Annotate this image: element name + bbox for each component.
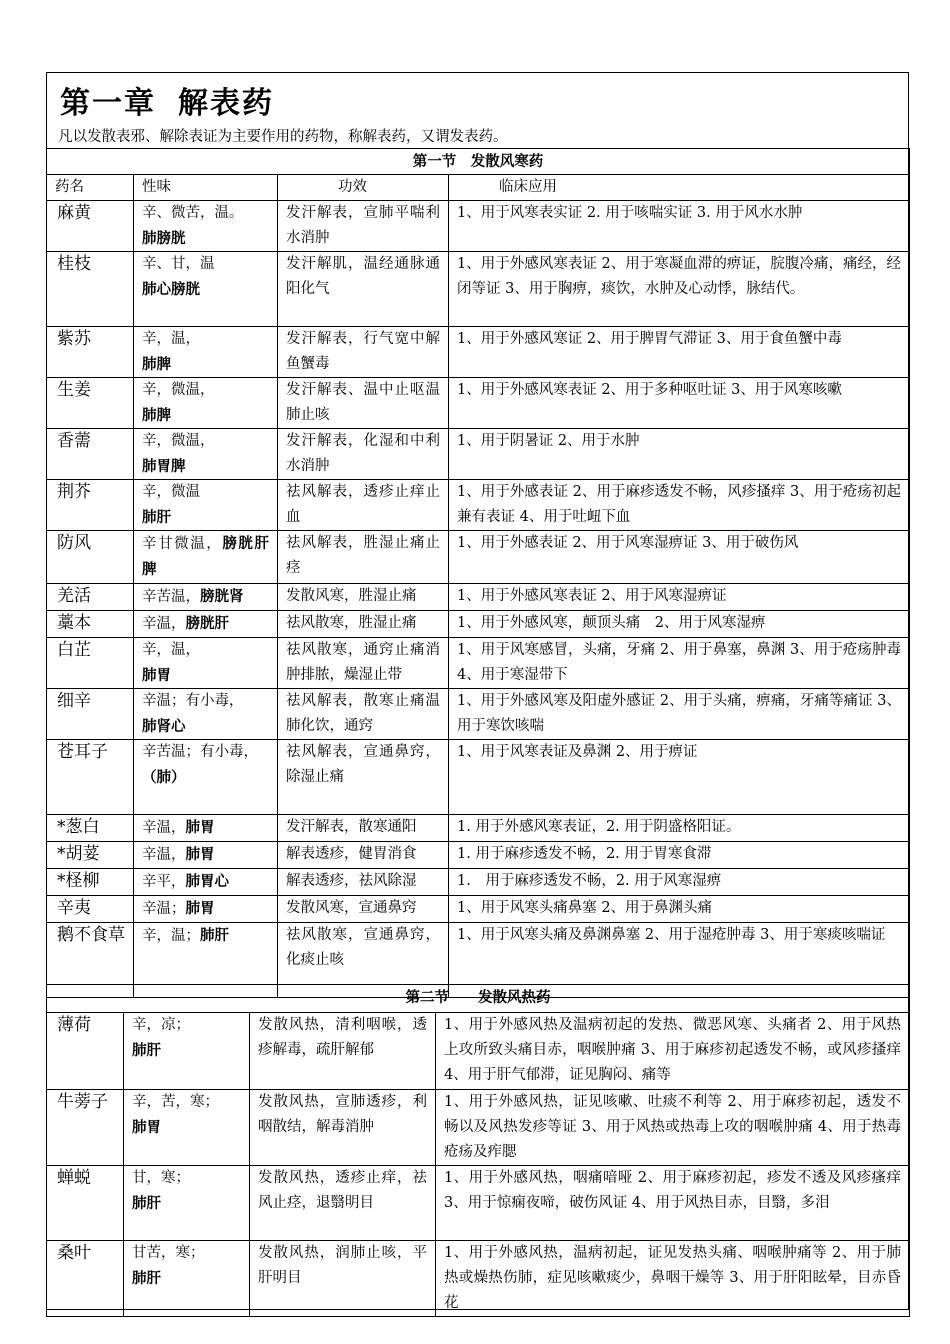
herb-effect: 发散风热，润肺止咳，平肝明目 xyxy=(250,1241,436,1317)
herb-name: 苍耳子 xyxy=(47,740,134,815)
herb-name: 桑叶 xyxy=(47,1241,124,1317)
herb-effect: 发汗解肌，温经通脉通阳化气 xyxy=(278,252,449,327)
section1-title: 第一节 发散风寒药 xyxy=(47,149,910,175)
herb-usage: 1、用于外感风热及温病初起的发热、微恶风寒、头痛者 2、用于风热上攻所致头痛目赤，咽喉肿痛 3、用于麻疹初起透发不畅，或风疹搔痒 4、用于肝气郁滞，证见胸闷、痛等 xyxy=(436,1013,910,1090)
nature-text: 辛，微温， xyxy=(142,382,215,398)
herb-effect: 祛风解表，宣通鼻窍，除湿止痛 xyxy=(278,740,449,815)
herb-effect: 发汗解表，化湿和中利水消肿 xyxy=(278,429,449,480)
herb-name: 辛夷 xyxy=(47,896,134,923)
chapter-intro: 凡以发散表邪、解除表证为主要作用的药物，称解表药，又谓发表药。 xyxy=(58,129,508,145)
herb-nature xyxy=(134,584,278,611)
herb-nature xyxy=(134,842,278,869)
herb-nature xyxy=(134,429,278,480)
herb-nature xyxy=(134,480,278,531)
table-row xyxy=(47,869,910,896)
meridian-text: 肺肝 xyxy=(132,1195,161,1212)
meridian-text: 肺胃 xyxy=(185,819,215,836)
meridian-text: 肺肝 xyxy=(132,1270,161,1287)
section1-table xyxy=(46,148,910,998)
meridian-text: 肺胃 xyxy=(132,1119,161,1136)
table-row xyxy=(47,531,910,584)
table-row xyxy=(47,611,910,638)
table-row xyxy=(47,252,910,327)
herb-name: 紫苏 xyxy=(47,327,134,378)
herb-usage: 1、用于外感风热，证见咳嗽、吐痰不利等 2、用于麻疹初起，透发不畅以及风热发疹等证 3、用于风热或热毒上攻的咽喉肿痛 4、用于热毒疮疡及痄腮 xyxy=(436,1090,910,1166)
nature-text: 辛苦温， xyxy=(142,589,200,605)
herb-nature xyxy=(134,327,278,378)
nature-text: 辛温， xyxy=(142,616,186,632)
herb-name: *葱白 xyxy=(47,815,134,842)
herb-name: 荆芥 xyxy=(47,480,134,531)
herb-name: 防风 xyxy=(47,531,134,584)
table-row xyxy=(47,1013,910,1090)
herb-effect: 发汗解表，行气宽中解鱼蟹毒 xyxy=(278,327,449,378)
table-row xyxy=(47,1166,910,1241)
herb-name: 鹅不食草 xyxy=(47,923,134,998)
meridian-text: 肺肾心 xyxy=(142,718,186,735)
herb-nature xyxy=(124,1241,250,1317)
section2-table xyxy=(46,984,910,1317)
herb-name: *柽柳 xyxy=(47,869,134,896)
herb-effect: 发散风热，宣肺透疹，利咽散结，解毒消肿 xyxy=(250,1090,436,1166)
nature-text: 辛温， xyxy=(142,820,186,836)
herb-effect: 发汗解表，散寒通阳 xyxy=(278,815,449,842)
herb-usage: 1、用于风寒表实证 2. 用于咳喘实证 3. 用于风水水肿 xyxy=(449,201,910,252)
herb-nature xyxy=(124,1013,250,1090)
herb-nature xyxy=(134,201,278,252)
herb-usage: 1、用于外感风寒，颠顶头痛 2、用于风寒湿痹 xyxy=(449,611,910,638)
nature-text: 辛苦温；有小毒， xyxy=(142,744,258,760)
table-row xyxy=(47,740,910,815)
herb-name: 藁本 xyxy=(47,611,134,638)
nature-text: 辛，温； xyxy=(142,928,200,944)
herb-effect: 祛风解表，散寒止痛温肺化饮，通窍 xyxy=(278,689,449,740)
table-row xyxy=(47,584,910,611)
herb-nature xyxy=(134,896,278,923)
herb-effect: 解表透疹，健胃消食 xyxy=(278,842,449,869)
header-name: 药名 xyxy=(47,175,134,201)
table-row xyxy=(47,689,910,740)
header-usage: 临床应用 xyxy=(449,175,910,201)
herb-effect: 祛风散寒，胜湿止痛 xyxy=(278,611,449,638)
meridian-text: 肺心膀胱 xyxy=(142,281,200,298)
table-row xyxy=(47,896,910,923)
meridian-text: 肺肝 xyxy=(132,1042,161,1059)
table-row xyxy=(47,842,910,869)
herb-effect: 祛风散寒，宣通鼻窍，化痰止咳 xyxy=(278,923,449,998)
meridian-text: 肺脾 xyxy=(142,407,171,424)
table-row xyxy=(47,201,910,252)
herb-effect: 发汗解表，宣肺平喘利水消肿 xyxy=(278,201,449,252)
herb-nature xyxy=(134,378,278,429)
herb-usage: 1、用于风寒感冒，头痛，牙痛 2、用于鼻塞，鼻渊 3、用于疮疡肿毒 4、用于寒湿带下 xyxy=(449,638,910,689)
herb-usage: 1、用于外感风寒表证 2、用于风寒湿痹证 xyxy=(449,584,910,611)
herb-nature xyxy=(134,869,278,896)
herb-nature xyxy=(134,740,278,815)
table-row xyxy=(47,327,910,378)
herb-nature xyxy=(134,611,278,638)
header-effect: 功效 xyxy=(278,175,449,201)
herb-usage: 1、用于外感风寒证 2、用于脾胃气滞证 3、用于食鱼蟹中毒 xyxy=(449,327,910,378)
nature-text: 甘，寒； xyxy=(132,1170,190,1186)
meridian-text: 肺胃脾 xyxy=(142,458,186,475)
nature-text: 甘苦，寒； xyxy=(132,1245,205,1261)
herb-name: 生姜 xyxy=(47,378,134,429)
nature-text: 辛温；有小毒， xyxy=(142,693,244,709)
herb-nature xyxy=(134,531,278,584)
herb-name: 麻黄 xyxy=(47,201,134,252)
herb-name: 香薷 xyxy=(47,429,134,480)
meridian-text: 膀胱肝脾 xyxy=(142,535,270,578)
herb-usage: 1. 用于外感风寒表证，2. 用于阴盛格阳证。 xyxy=(449,815,910,842)
meridian-text: 肺肝 xyxy=(142,509,171,526)
table-row xyxy=(47,1241,910,1317)
meridian-text: 肺脾 xyxy=(142,356,171,373)
table-row xyxy=(47,638,910,689)
meridian-text: （肺） xyxy=(142,769,186,786)
herb-effect: 祛风散寒，通窍止痛消肿排脓，燥湿止带 xyxy=(278,638,449,689)
herb-nature xyxy=(134,638,278,689)
herb-usage: 1、用于外感风寒表证 2、用于多种呕吐证 3、用于风寒咳嗽 xyxy=(449,378,910,429)
herb-name: *胡荽 xyxy=(47,842,134,869)
table-row xyxy=(47,815,910,842)
herb-effect: 发散风寒，宣通鼻窍 xyxy=(278,896,449,923)
herb-effect: 解表透疹，祛风除湿 xyxy=(278,869,449,896)
meridian-text: 肺膀胱 xyxy=(142,230,186,247)
herb-name: 牛蒡子 xyxy=(47,1090,124,1166)
herb-usage: 1、用于阴暑证 2、用于水肿 xyxy=(449,429,910,480)
herb-usage: 1. 用于麻疹透发不畅，2. 用于风寒湿痹 xyxy=(449,869,910,896)
nature-text: 辛，温， xyxy=(142,331,200,347)
herb-usage: 1、用于风寒头痛鼻塞 2、用于鼻渊头痛 xyxy=(449,896,910,923)
table-row xyxy=(47,1090,910,1166)
herb-usage: 1、用于外感风寒及阳虚外感证 2、用于头痛，痹痛，牙痛等痛证 3、用于寒饮咳喘 xyxy=(449,689,910,740)
table-row xyxy=(47,378,910,429)
meridian-text: 肺胃 xyxy=(185,900,215,917)
herb-usage: 1、用于外感表证 2、用于风寒湿痹证 3、用于破伤风 xyxy=(449,531,910,584)
meridian-text: 膀胱肾 xyxy=(200,588,244,605)
nature-text: 辛温； xyxy=(142,901,186,917)
herb-usage: 1、用于外感表证 2、用于麻疹透发不畅，风疹搔痒 3、用于疮疡初起兼有表证 4、用于吐衄下血 xyxy=(449,480,910,531)
herb-nature xyxy=(134,815,278,842)
nature-text: 辛，微温 xyxy=(142,484,200,500)
nature-text: 辛，苦，寒； xyxy=(132,1094,219,1110)
herb-nature xyxy=(134,252,278,327)
nature-text: 辛甘微温， xyxy=(142,536,223,552)
herb-effect: 祛风解表，透疹止痒止血 xyxy=(278,480,449,531)
herb-effect: 祛风解表，胜湿止痛止痉 xyxy=(278,531,449,584)
herb-usage: 1、用于风寒表证及鼻渊 2、用于痹证 xyxy=(449,740,910,815)
herb-nature xyxy=(124,1166,250,1241)
herb-usage: 1、用于外感风寒表证 2、用于寒凝血滞的痹证，脘腹冷痛，痛经，经闭等证 3、用于胸痹，痰饮，水肿及心动悸，脉结代。 xyxy=(449,252,910,327)
herb-effect: 发散风热，清利咽喉，透疹解毒，疏肝解郁 xyxy=(250,1013,436,1090)
herb-nature xyxy=(124,1090,250,1166)
nature-text: 辛，温， xyxy=(142,642,200,658)
herb-effect: 发汗解表、温中止呕温肺止咳 xyxy=(278,378,449,429)
meridian-text: 肺胃 xyxy=(185,846,215,863)
herb-name: 蝉蜕 xyxy=(47,1166,124,1241)
herb-name: 薄荷 xyxy=(47,1013,124,1090)
nature-text: 辛、甘，温 xyxy=(142,256,215,272)
nature-text: 辛，微温， xyxy=(142,433,215,449)
header-nature: 性味 xyxy=(134,175,278,201)
section2-title: 第二节 发散风热药 xyxy=(47,985,910,1013)
herb-usage: 1、用于外感风热，咽痛喑哑 2、用于麻疹初起，疹发不透及风疹瘙痒 3、用于惊痫夜啼，破伤风证 4、用于风热目赤，目翳，多泪 xyxy=(436,1166,910,1241)
herb-usage: 1、用于外感风热，温病初起，证见发热头痛、咽喉肿痛等 2、用于肺热或燥热伤肺，症见咳嗽痰少，鼻咽干燥等 3、用于肝阳眩晕，目赤昏花 xyxy=(436,1241,910,1317)
herb-name: 白芷 xyxy=(47,638,134,689)
nature-text: 辛温， xyxy=(142,847,186,863)
meridian-text: 膀胱肝 xyxy=(185,615,229,632)
herb-usage: 1、用于风寒头痛及鼻渊鼻塞 2、用于湿疮肿毒 3、用于寒痰咳喘证 xyxy=(449,923,910,998)
table-row xyxy=(47,480,910,531)
herb-effect: 发散风热，透疹止痒，祛风止痉，退翳明目 xyxy=(250,1166,436,1241)
meridian-text: 肺肝 xyxy=(200,927,229,944)
nature-text: 辛平， xyxy=(142,874,186,890)
herb-effect: 发散风寒，胜湿止痛 xyxy=(278,584,449,611)
herb-name: 桂枝 xyxy=(47,252,134,327)
table-row xyxy=(47,429,910,480)
nature-text: 辛，凉； xyxy=(132,1017,190,1033)
meridian-text: 肺胃心 xyxy=(185,873,229,890)
meridian-text: 肺胃 xyxy=(142,667,171,684)
nature-text: 辛、微苦，温。 xyxy=(142,205,244,221)
herb-name: 羌活 xyxy=(47,584,134,611)
herb-name: 细辛 xyxy=(47,689,134,740)
herb-usage: 1. 用于麻疹透发不畅，2. 用于胃寒食滞 xyxy=(449,842,910,869)
herb-nature xyxy=(134,689,278,740)
chapter-title: 第一章 解表药 xyxy=(60,86,274,121)
